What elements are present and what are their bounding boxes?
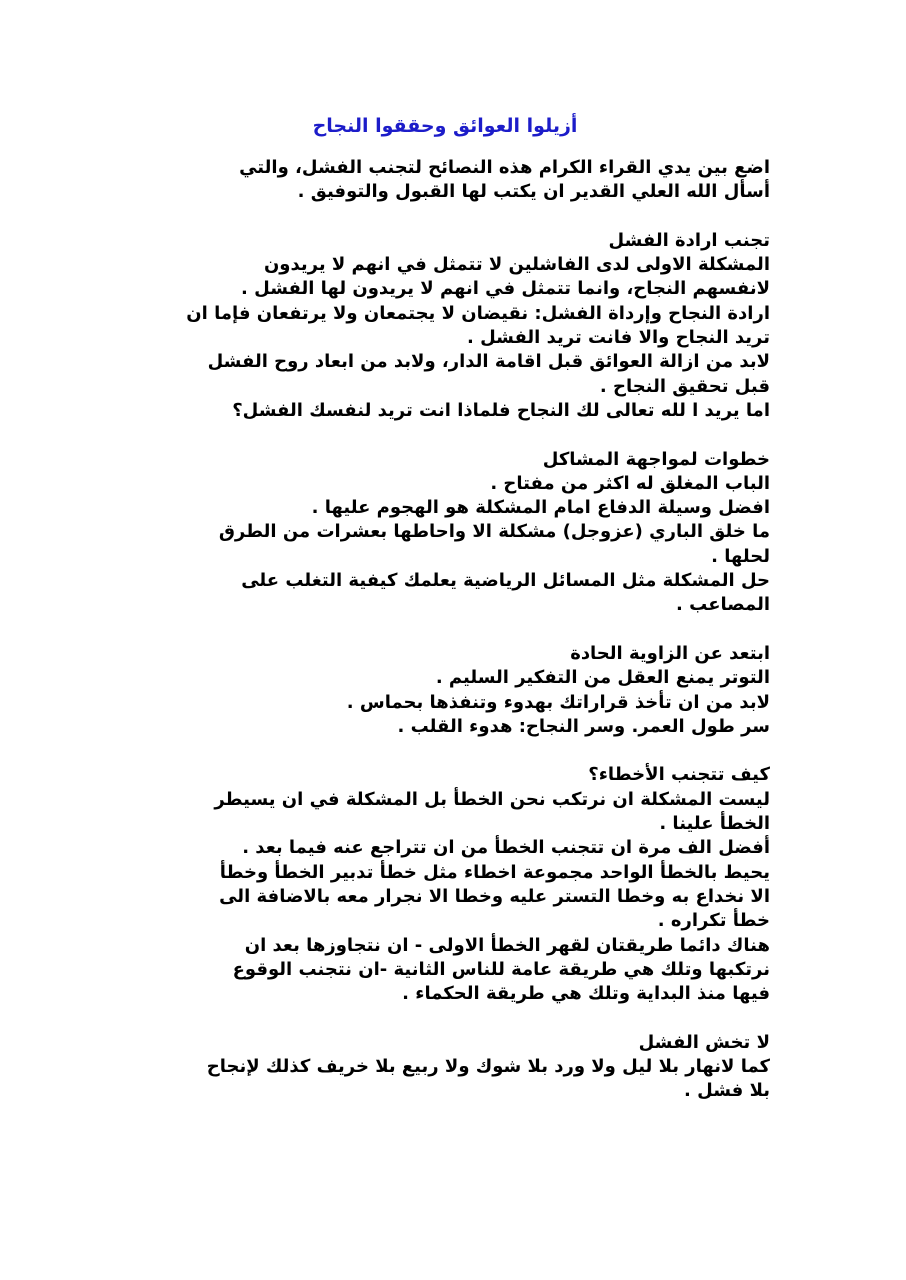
section-line: كما لانهار بلا ليل ولا ورد بلا شوك ولا ربيع بلا خريف كذلك لإنجاح — [206, 1055, 770, 1077]
spacer — [130, 423, 770, 447]
section-line: المصاعب . — [676, 594, 770, 616]
section-line: تريد النجاح والا فانت تريد الفشل . — [466, 327, 770, 349]
section-avoid-failure — [130, 229, 770, 423]
document-page — [130, 108, 770, 1104]
spacer — [130, 144, 770, 156]
section-heading: تجنب ارادة الفشل — [608, 229, 770, 251]
section-line: بلا فشل . — [684, 1080, 770, 1102]
section-line: سر طول العمر. وسر النجاح: هدوء القلب . — [397, 715, 770, 737]
section-line: فيها منذ البداية وتلك هي طريقة الحكماء . — [402, 983, 770, 1005]
spacer — [130, 618, 770, 642]
section-line: يحيط بالخطأ الواحد مجموعة اخطاء مثل خطأ تدبير الخطأ وخطأ — [219, 861, 770, 883]
section-heading: خطوات لمواجهة المشاكل — [542, 448, 770, 470]
section-line: لابد من ازالة العوائق قبل اقامة الدار، ولابد من ابعاد روح الفشل — [207, 351, 770, 373]
section-line: التوتر يمنع العقل من التفكير السليم . — [435, 667, 770, 689]
section-line: أفضل الف مرة ان تتجنب الخطأ من ان تتراجع عنه فيما بعد . — [242, 837, 770, 859]
section-dont-fear-failure — [130, 1031, 770, 1104]
section-line: ارادة النجاح وإرداة الفشل: نقيضان لا يجتمعان ولا يرتفعان فإما ان — [186, 302, 770, 324]
section-line: خطأ تكراره . — [657, 910, 770, 932]
section-line: ليست المشكلة ان نرتكب نحن الخطأ بل المشكلة في ان يسيطر — [214, 788, 770, 810]
spacer — [130, 205, 770, 229]
section-line: لابد من ان تأخذ قراراتك بهدوء وتنفذها بحماس . — [346, 691, 770, 713]
document-title: أزيلوا العوائق وحققوا النجاح — [312, 115, 578, 137]
intro-line: اضع بين يدي القراء الكرام هذه النصائح لتجنب الفشل، والتي — [239, 157, 770, 178]
section-facing-problems — [130, 448, 770, 618]
section-line: الباب المغلق له اكثر من مفتاح . — [490, 472, 770, 494]
section-sharp-angle — [130, 642, 770, 739]
section-avoid-mistakes — [130, 763, 770, 1006]
section-heading: ابتعد عن الزاوية الحادة — [570, 642, 770, 664]
section-line: المشكلة الاولى لدى الفاشلين لا تتمثل في انهم لا يريدون — [263, 254, 770, 276]
intro-line: أسأل الله العلي القدير ان يكتب لها القبول والتوفيق . — [297, 181, 770, 203]
section-heading: لا تخش الفشل — [638, 1031, 770, 1053]
section-line: افضل وسيلة الدفاع امام المشكلة هو الهجوم عليها . — [311, 497, 770, 519]
section-heading: كيف تتجنب الأخطاء؟ — [588, 764, 770, 786]
section-line: اما يريد ا لله تعالى لك النجاح فلماذا انت تريد لنفسك الفشل؟ — [232, 399, 770, 421]
section-line: الا نخداع به وخطا التستر عليه وخطا الا نجرار معه بالاضافة الى — [219, 885, 770, 907]
section-line: الخطأ علينا . — [659, 813, 770, 835]
section-line: هناك دائما طريقتان لقهر الخطأ الاولى - ان نتجاوزها بعد ان — [244, 934, 770, 956]
spacer — [130, 1006, 770, 1030]
section-line: قبل تحقيق النجاح . — [599, 375, 770, 397]
section-line: نرتكبها وتلك هي طريقة عامة للناس الثانية -ان نتجنب الوقوع — [232, 958, 770, 980]
spacer — [130, 739, 770, 763]
section-line: حل المشكلة مثل المسائل الرياضية يعلمك كيفية التغلب على — [241, 570, 770, 592]
intro-paragraph — [130, 156, 770, 205]
section-line: ما خلق الباري (عزوجل) مشكلة الا واحاطها بعشرات من الطرق — [218, 521, 770, 543]
section-line: لانفسهم النجاح، وانما تتمثل في انهم لا يريدون لها الفشل . — [241, 278, 770, 300]
section-line: لحلها . — [711, 545, 770, 567]
